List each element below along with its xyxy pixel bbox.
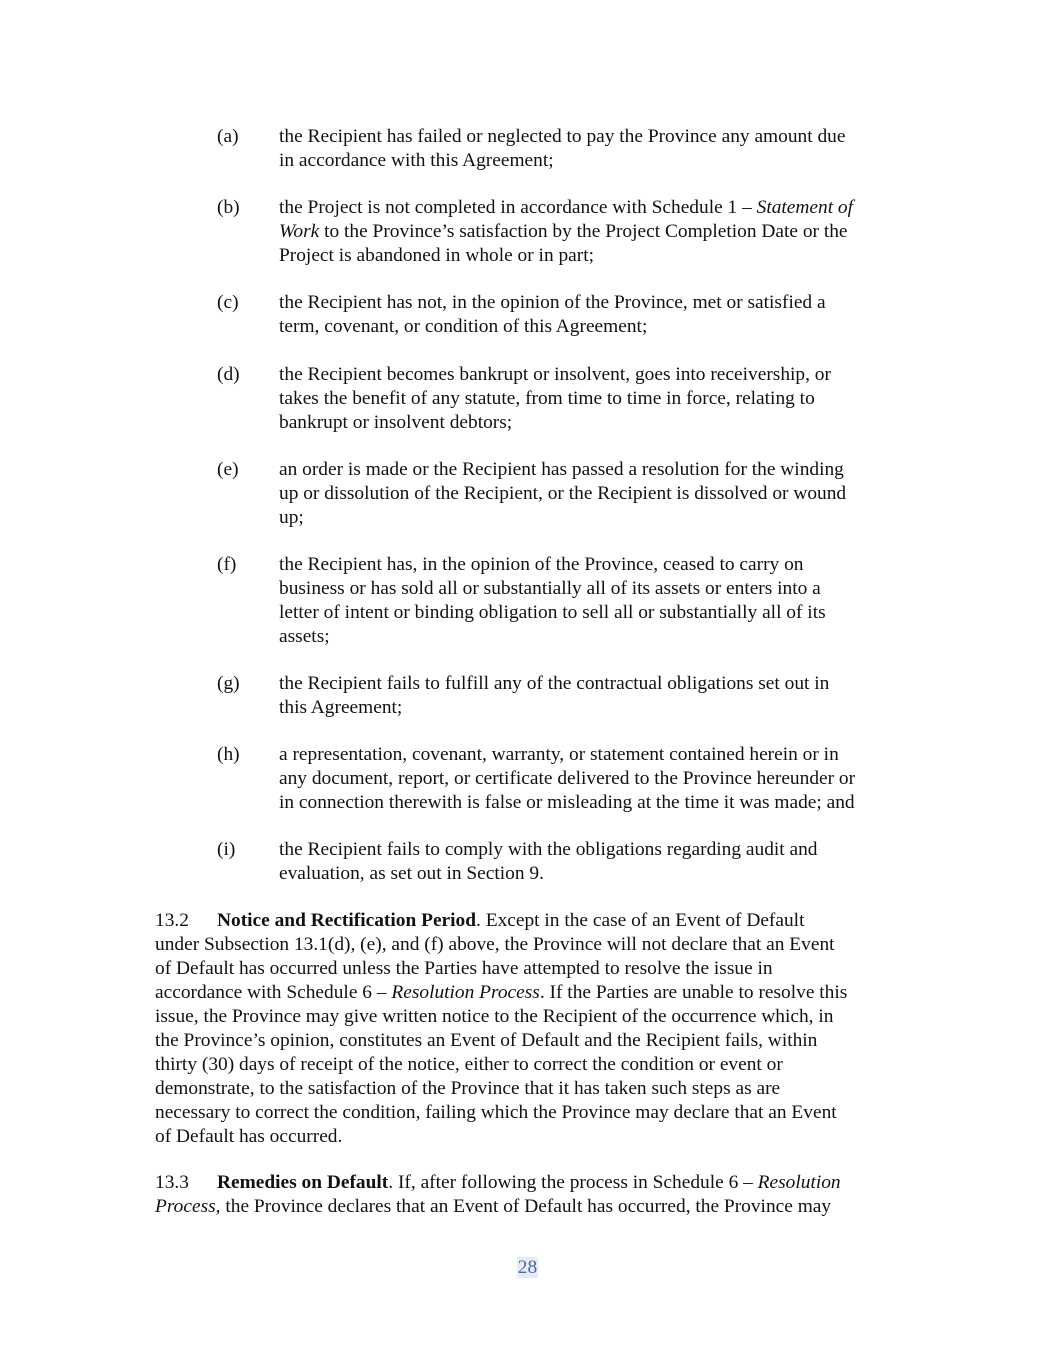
text-line: the Recipient becomes bankrupt or insolvent, goes into receivership, or xyxy=(279,364,831,385)
text-line: up or dissolution of the Recipient, or the Recipient is dissolved or wound xyxy=(279,483,847,504)
item-text xyxy=(279,553,919,649)
text-line: thirty (30) days of receipt of the notice, either to correct the condition or event or xyxy=(155,1054,783,1075)
text-line: any document, report, or certificate delivered to the Province hereunder or xyxy=(279,768,856,789)
text-line: issue, the Province may give written notice to the Recipient of the occurrence which, in xyxy=(155,1006,834,1027)
text-line: bankrupt or insolvent debtors; xyxy=(279,412,513,433)
text-line: under Subsection 13.1(d), (e), and (f) above, the Province will not declare that an Event xyxy=(155,934,835,955)
text-line xyxy=(155,1195,915,1219)
item-label: (d) xyxy=(217,364,240,385)
section-heading: Remedies on Default xyxy=(217,1172,389,1193)
item-text xyxy=(279,838,919,886)
item-label: (e) xyxy=(217,459,239,480)
text-run: . If, after following the process in Schedule 6 – xyxy=(388,1172,758,1193)
section-number: 13.2 xyxy=(155,910,189,931)
text-line xyxy=(155,909,915,933)
text-line: the Recipient fails to comply with the obligations regarding audit and xyxy=(279,839,818,860)
text-line: of Default has occurred. xyxy=(155,1126,343,1147)
text-line: in connection therewith is false or misleading at the time it was made; and xyxy=(279,792,855,813)
text-line: the Recipient fails to fulfill any of the contractual obligations set out in xyxy=(279,673,830,694)
text-line: necessary to correct the condition, failing which the Province may declare that an Event xyxy=(155,1102,837,1123)
text-line xyxy=(155,1171,915,1195)
text-line: in accordance with this Agreement; xyxy=(279,150,554,171)
text-line: Project is abandoned in whole or in part; xyxy=(279,245,595,266)
section-heading: Notice and Rectification Period xyxy=(217,910,477,931)
text-line xyxy=(155,981,915,1005)
page-number xyxy=(0,1256,1055,1280)
schedule-title: Work xyxy=(279,221,320,242)
text-run: . If the Parties are unable to resolve this xyxy=(539,982,848,1003)
section-number: 13.3 xyxy=(155,1172,189,1193)
text-line: of Default has occurred unless the Parties have attempted to resolve the issue in xyxy=(155,958,773,979)
item-label: (b) xyxy=(217,197,240,218)
text-line: this Agreement; xyxy=(279,697,403,718)
item-text xyxy=(279,291,919,339)
text-line: demonstrate, to the satisfaction of the Province that it has taken such steps as are xyxy=(155,1078,781,1099)
item-text xyxy=(279,743,919,815)
item-text xyxy=(279,458,919,530)
item-label: (g) xyxy=(217,673,240,694)
text-line: term, covenant, or condition of this Agreement; xyxy=(279,316,648,337)
section-13-2 xyxy=(155,909,915,1149)
text-line: a representation, covenant, warranty, or statement contained herein or in xyxy=(279,744,839,765)
text-line: business or has sold all or substantially all of its assets or enters into a xyxy=(279,578,821,599)
text-line: the Recipient has failed or neglected to pay the Province any amount due xyxy=(279,126,846,147)
item-label: (a) xyxy=(217,126,239,147)
item-text xyxy=(279,363,919,435)
item-text xyxy=(279,125,919,173)
item-label: (c) xyxy=(217,292,239,313)
item-label: (f) xyxy=(217,554,237,575)
page-number-value: 28 xyxy=(517,1257,538,1278)
item-text xyxy=(279,672,919,720)
section-13-3 xyxy=(155,1171,915,1219)
text-line: up; xyxy=(279,507,304,528)
text-run: to the Province’s satisfaction by the Project Completion Date or the xyxy=(319,221,848,242)
text-run: . Except in the case of an Event of Default xyxy=(476,910,805,931)
text-run: the Project is not completed in accordance with Schedule 1 – xyxy=(279,197,757,218)
text-run: accordance with Schedule 6 – xyxy=(155,982,392,1003)
text-line xyxy=(279,220,919,244)
text-line: an order is made or the Recipient has passed a resolution for the winding xyxy=(279,459,844,480)
schedule-title: Resolution xyxy=(757,1172,841,1193)
text-line: the Recipient has not, in the opinion of the Province, met or satisfied a xyxy=(279,292,826,313)
text-line: the Province’s opinion, constitutes an Event of Default and the Recipient fails, within xyxy=(155,1030,818,1051)
item-label: (h) xyxy=(217,744,240,765)
text-line: letter of intent or binding obligation to sell all or substantially all of its xyxy=(279,602,826,623)
text-run: , the Province declares that an Event of Default has occurred, the Province may xyxy=(215,1196,832,1217)
text-line: evaluation, as set out in Section 9. xyxy=(279,863,544,884)
schedule-title: Process xyxy=(155,1196,216,1217)
schedule-title: Resolution Process xyxy=(391,982,540,1003)
schedule-title: Statement of xyxy=(756,197,854,218)
text-line xyxy=(279,196,919,220)
text-line: assets; xyxy=(279,626,330,647)
item-label: (i) xyxy=(217,839,236,860)
text-line: the Recipient has, in the opinion of the Province, ceased to carry on xyxy=(279,554,804,575)
text-line: takes the benefit of any statute, from time to time in force, relating to xyxy=(279,388,815,409)
item-text xyxy=(279,196,919,268)
